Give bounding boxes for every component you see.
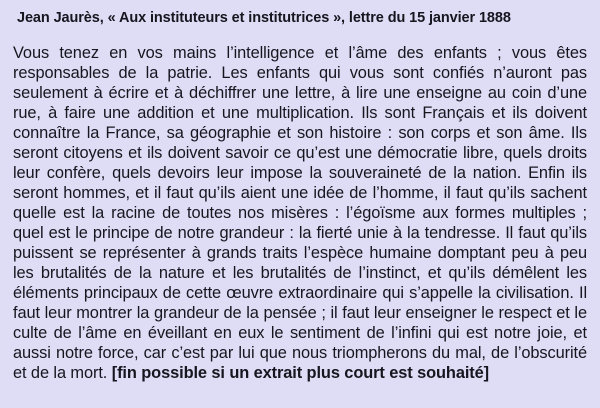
document-title: Jean Jaurès, « Aux instituteurs et institutrices », lettre du 15 janvier 1888 [17, 10, 511, 26]
body-paragraph: Vous tenez en vos mains l’intelligence et l’âme des enfants ; vous êtes responsables de la patrie. Les enfants qui vous sont confiés n’auront pas seulement à écrire et à déchiffrer une lettre, à lire une enseigne au coin d’une rue, à faire une addition et une multiplication. Ils sont Français et ils doivent connaître la France, sa géographie et son histoire : son corps et son âme. Ils seront citoyens et ils doivent savoir ce qu’est une démocratie libre, quels droits leur confère, quels devoirs leur impose la souveraineté de la nation. Enfin ils seront hommes, et il faut qu’ils aient une idée de l’homme, il faut qu’ils sachent quelle est la racine de toutes nos misères : l’égoïsme aux formes multiples ; quel est le principe de notre grandeur : la fierté unie à la tendresse. Il faut qu’ils puissent se représenter à grands traits l’espèce humaine domptant peu à peu les brutalités de la nature et les brutalités de l’instinct, et qu’ils démêlent les éléments principaux de cette œuvre extraordinaire qui s’appelle la civilisation. Il faut leur montrer la grandeur de la pensée ; il faut leur enseigner le respect et le culte de l’âme en éveillant en eux le sentiment de l’infini qui est notre joie, et aussi notre force, car c’est par lui que nous triompherons du mal, de l’obscurité et de la mort. [13, 44, 587, 382]
editorial-note: [fin possible si un extrait plus court est souhaité] [111, 364, 490, 382]
document-body [13, 43, 587, 383]
